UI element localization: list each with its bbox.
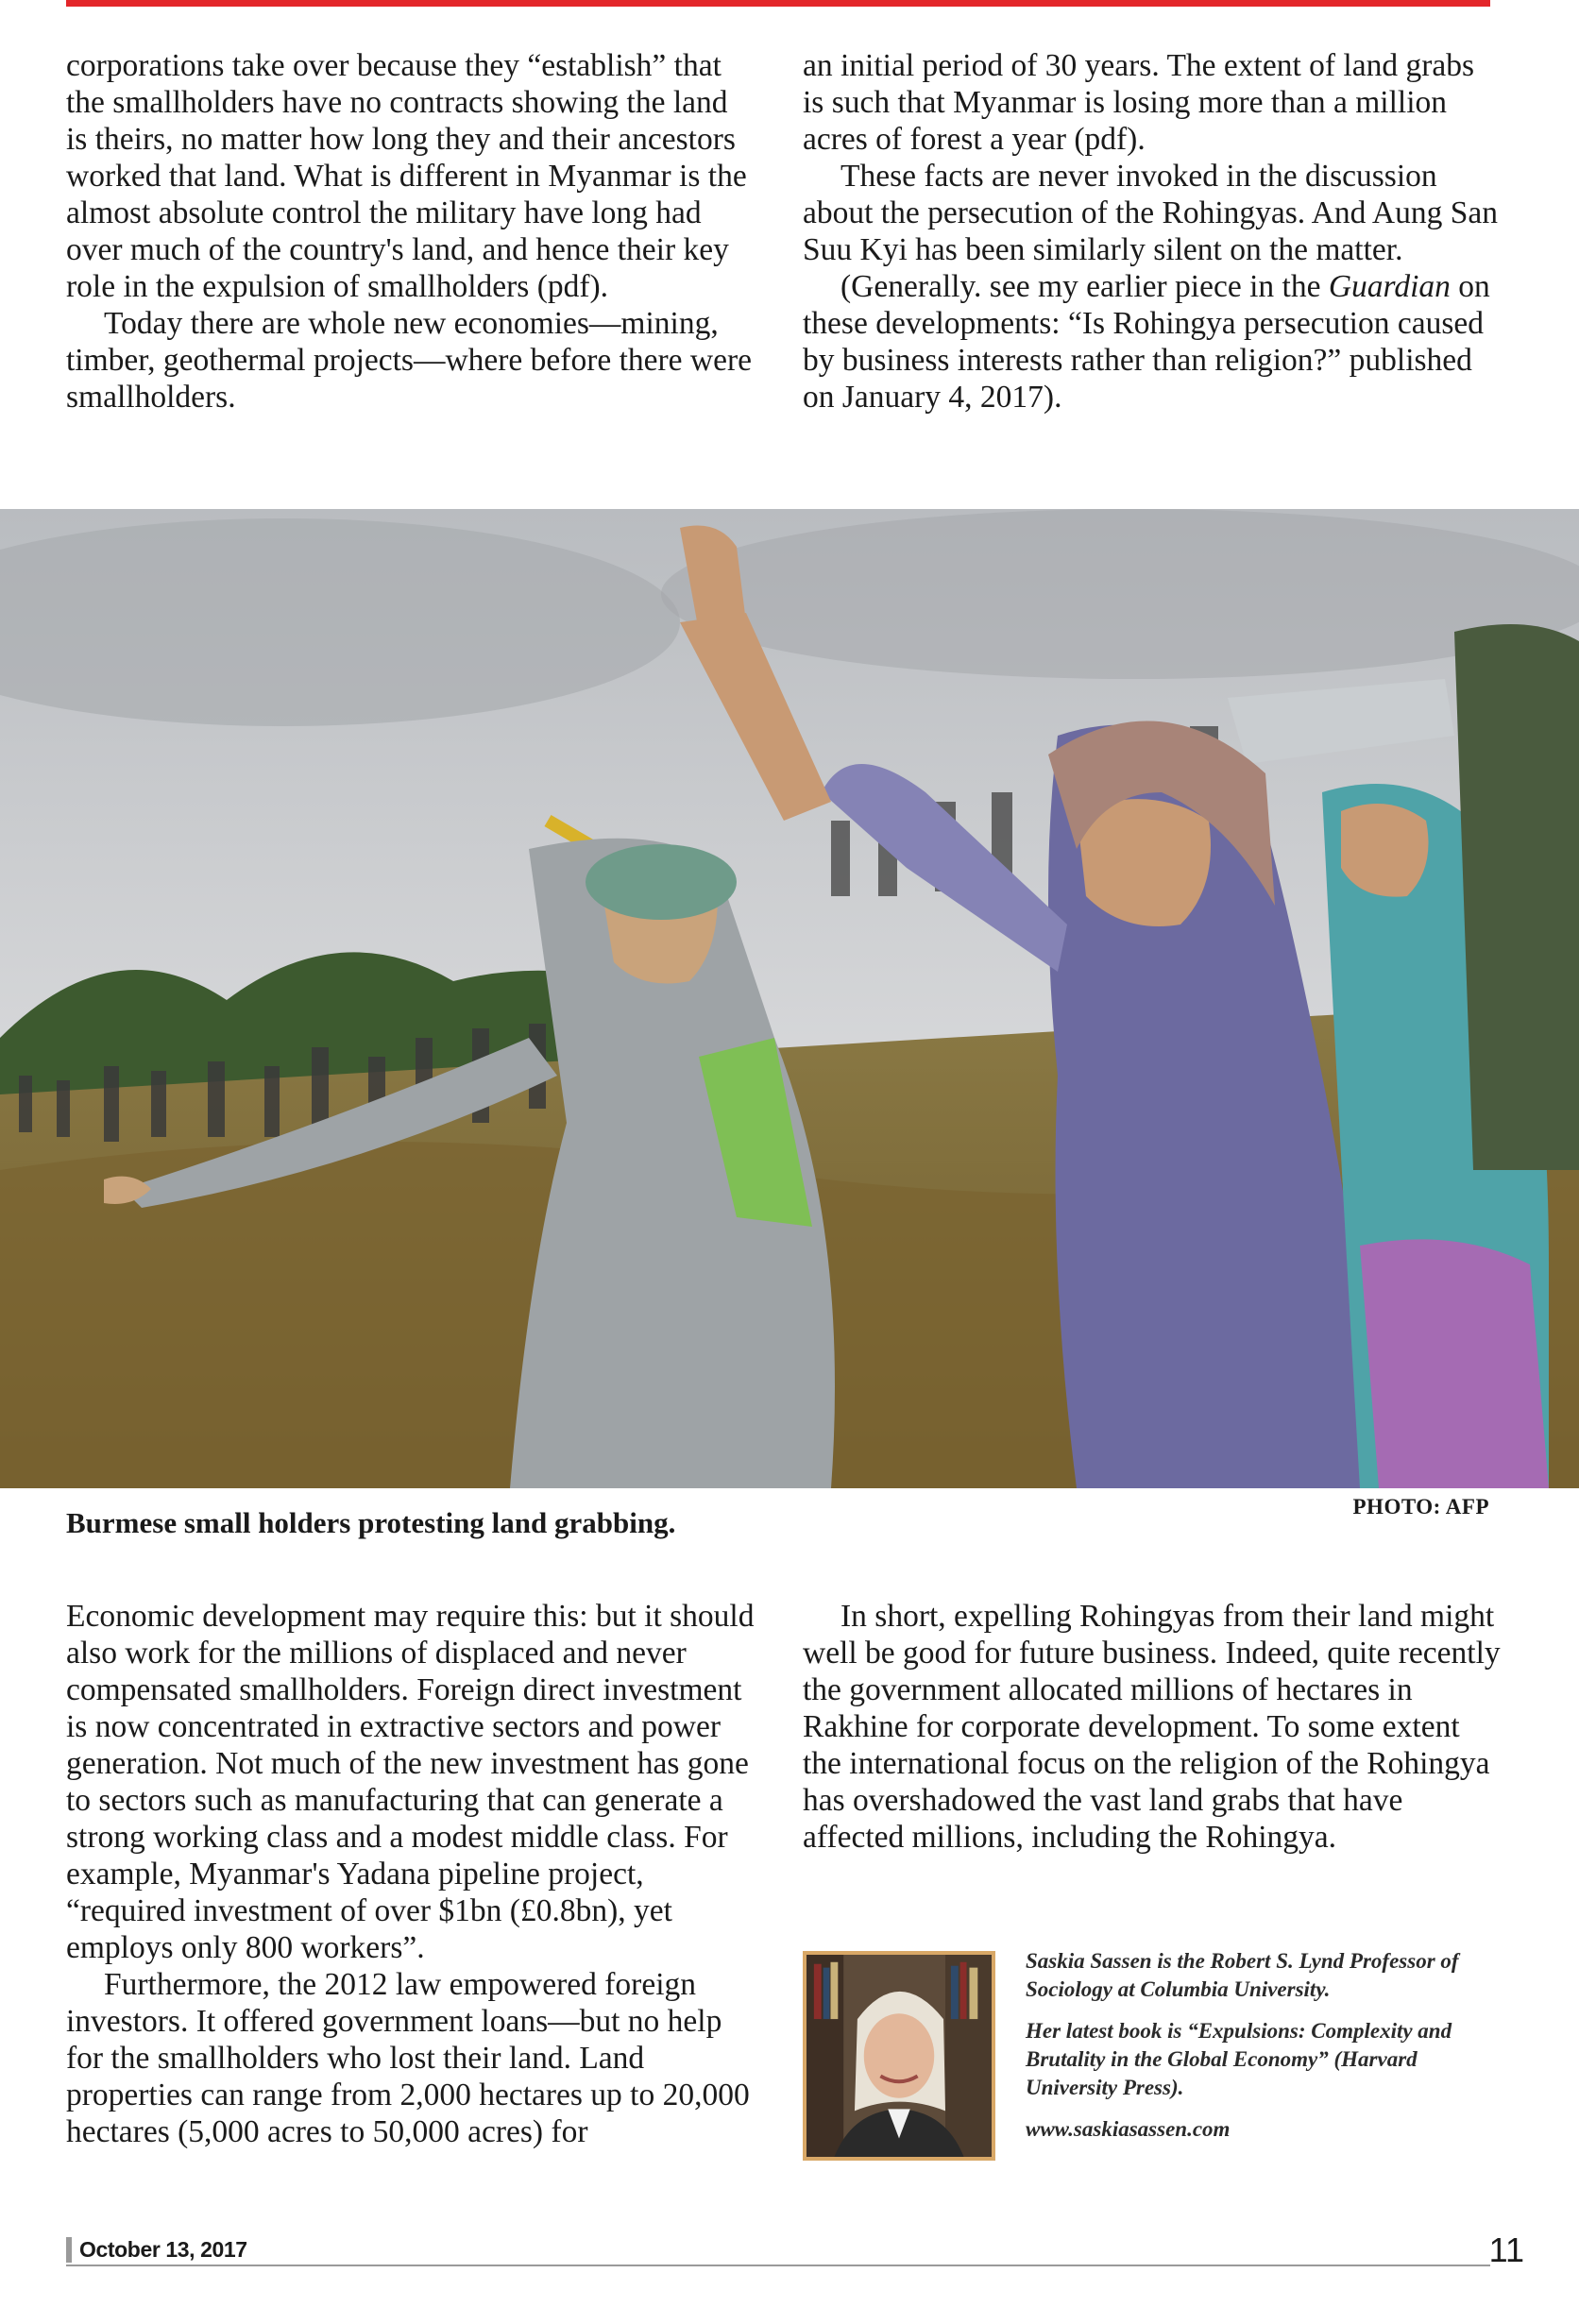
author-photo	[803, 1951, 995, 2161]
paragraph: Today there are whole new economies—mining, timber, geothermal projects—where before there were smallholders.	[66, 306, 753, 415]
issue-date: October 13, 2017	[79, 2237, 247, 2262]
footer-rule	[66, 2265, 1490, 2266]
paragraph: In short, expelling Rohingyas from their land might well be good for future business. Indeed, quite recently the government allocated millions of hectares in Rakhine for corporate development. To some extent the international focus on the religion of the Rohingya has overshadowed the vast land grabs that have affected millions, including the Rohingya.	[803, 1599, 1501, 1855]
protest-photo	[0, 509, 1579, 1488]
text-run: (Generally. see my earlier piece in the	[840, 269, 1329, 304]
publication-name: Guardian	[1328, 269, 1451, 304]
paragraph: Economic development may require this: but it should also work for the millions of displaced and never compensated smallholders. Foreign direct investment is now concentrated in extractive sectors and power generation. Not much of the new investment has gone to sectors such as manufacturing that can generate a strong working class and a modest middle class. For example, Myanmar's Yadana pipeline project, “required investment of over $1bn (£0.8bn), yet employs only 800 workers”.	[66, 1599, 755, 1965]
author-portrait	[806, 1955, 992, 2157]
paragraph: an initial period of 30 years. The extent of land grabs is such that Myanmar is losing more than a million acres of forest a year (pdf).	[803, 48, 1475, 157]
paragraph: Furthermore, the 2012 law empowered foreign investors. It offered government loans—but no help for the smallholders who lost their land. Land properties can range from 2,000 hectares up to 20,000 hectares (5,000 acres to 50,000 acres) for	[66, 1967, 750, 2149]
author-bio	[1026, 1947, 1498, 2157]
top-accent-rule	[66, 0, 1490, 7]
footer-marker	[66, 2237, 72, 2263]
paragraph: corporations take over because they “establish” that the smallholders have no contracts showing the land is theirs, no matter how long they and their ancestors worked that land. What is different in Myanmar is the almost absolute control the military have long had over much of the country's land, and hence their key role in the expulsion of smallholders (pdf).	[66, 48, 747, 304]
article-column-left-bottom	[66, 1598, 756, 2150]
article-column-right-top	[803, 47, 1502, 416]
page-number: 11	[1488, 2231, 1524, 2269]
paragraph	[803, 268, 1502, 416]
author-bio-book: Her latest book is “Expulsions: Complexity and Brutality in the Global Economy” (Harvard University Press).	[1026, 2019, 1452, 2099]
paragraph: These facts are never invoked in the discussion about the persecution of the Rohingyas. And Aung San Suu Kyi has been similarly silent on the matter.	[803, 159, 1498, 267]
photo-credit: PHOTO: AFP	[1352, 1495, 1489, 1518]
text-run: on these developments: “Is Rohingya persecution caused by business interests rather than religion?” published on January 4, 2017).	[803, 269, 1490, 415]
author-website[interactable]: www.saskiasassen.com	[1026, 2117, 1231, 2141]
author-bio-affiliation: Saskia Sassen is the Robert S. Lynd Professor of Sociology at Columbia University.	[1026, 1949, 1459, 2001]
article-column-right-bottom	[803, 1598, 1502, 1856]
article-column-left-top	[66, 47, 756, 416]
photo-caption: Burmese small holders protesting land grabbing.	[66, 1506, 676, 1539]
protest-photo-illustration	[0, 509, 1579, 1488]
